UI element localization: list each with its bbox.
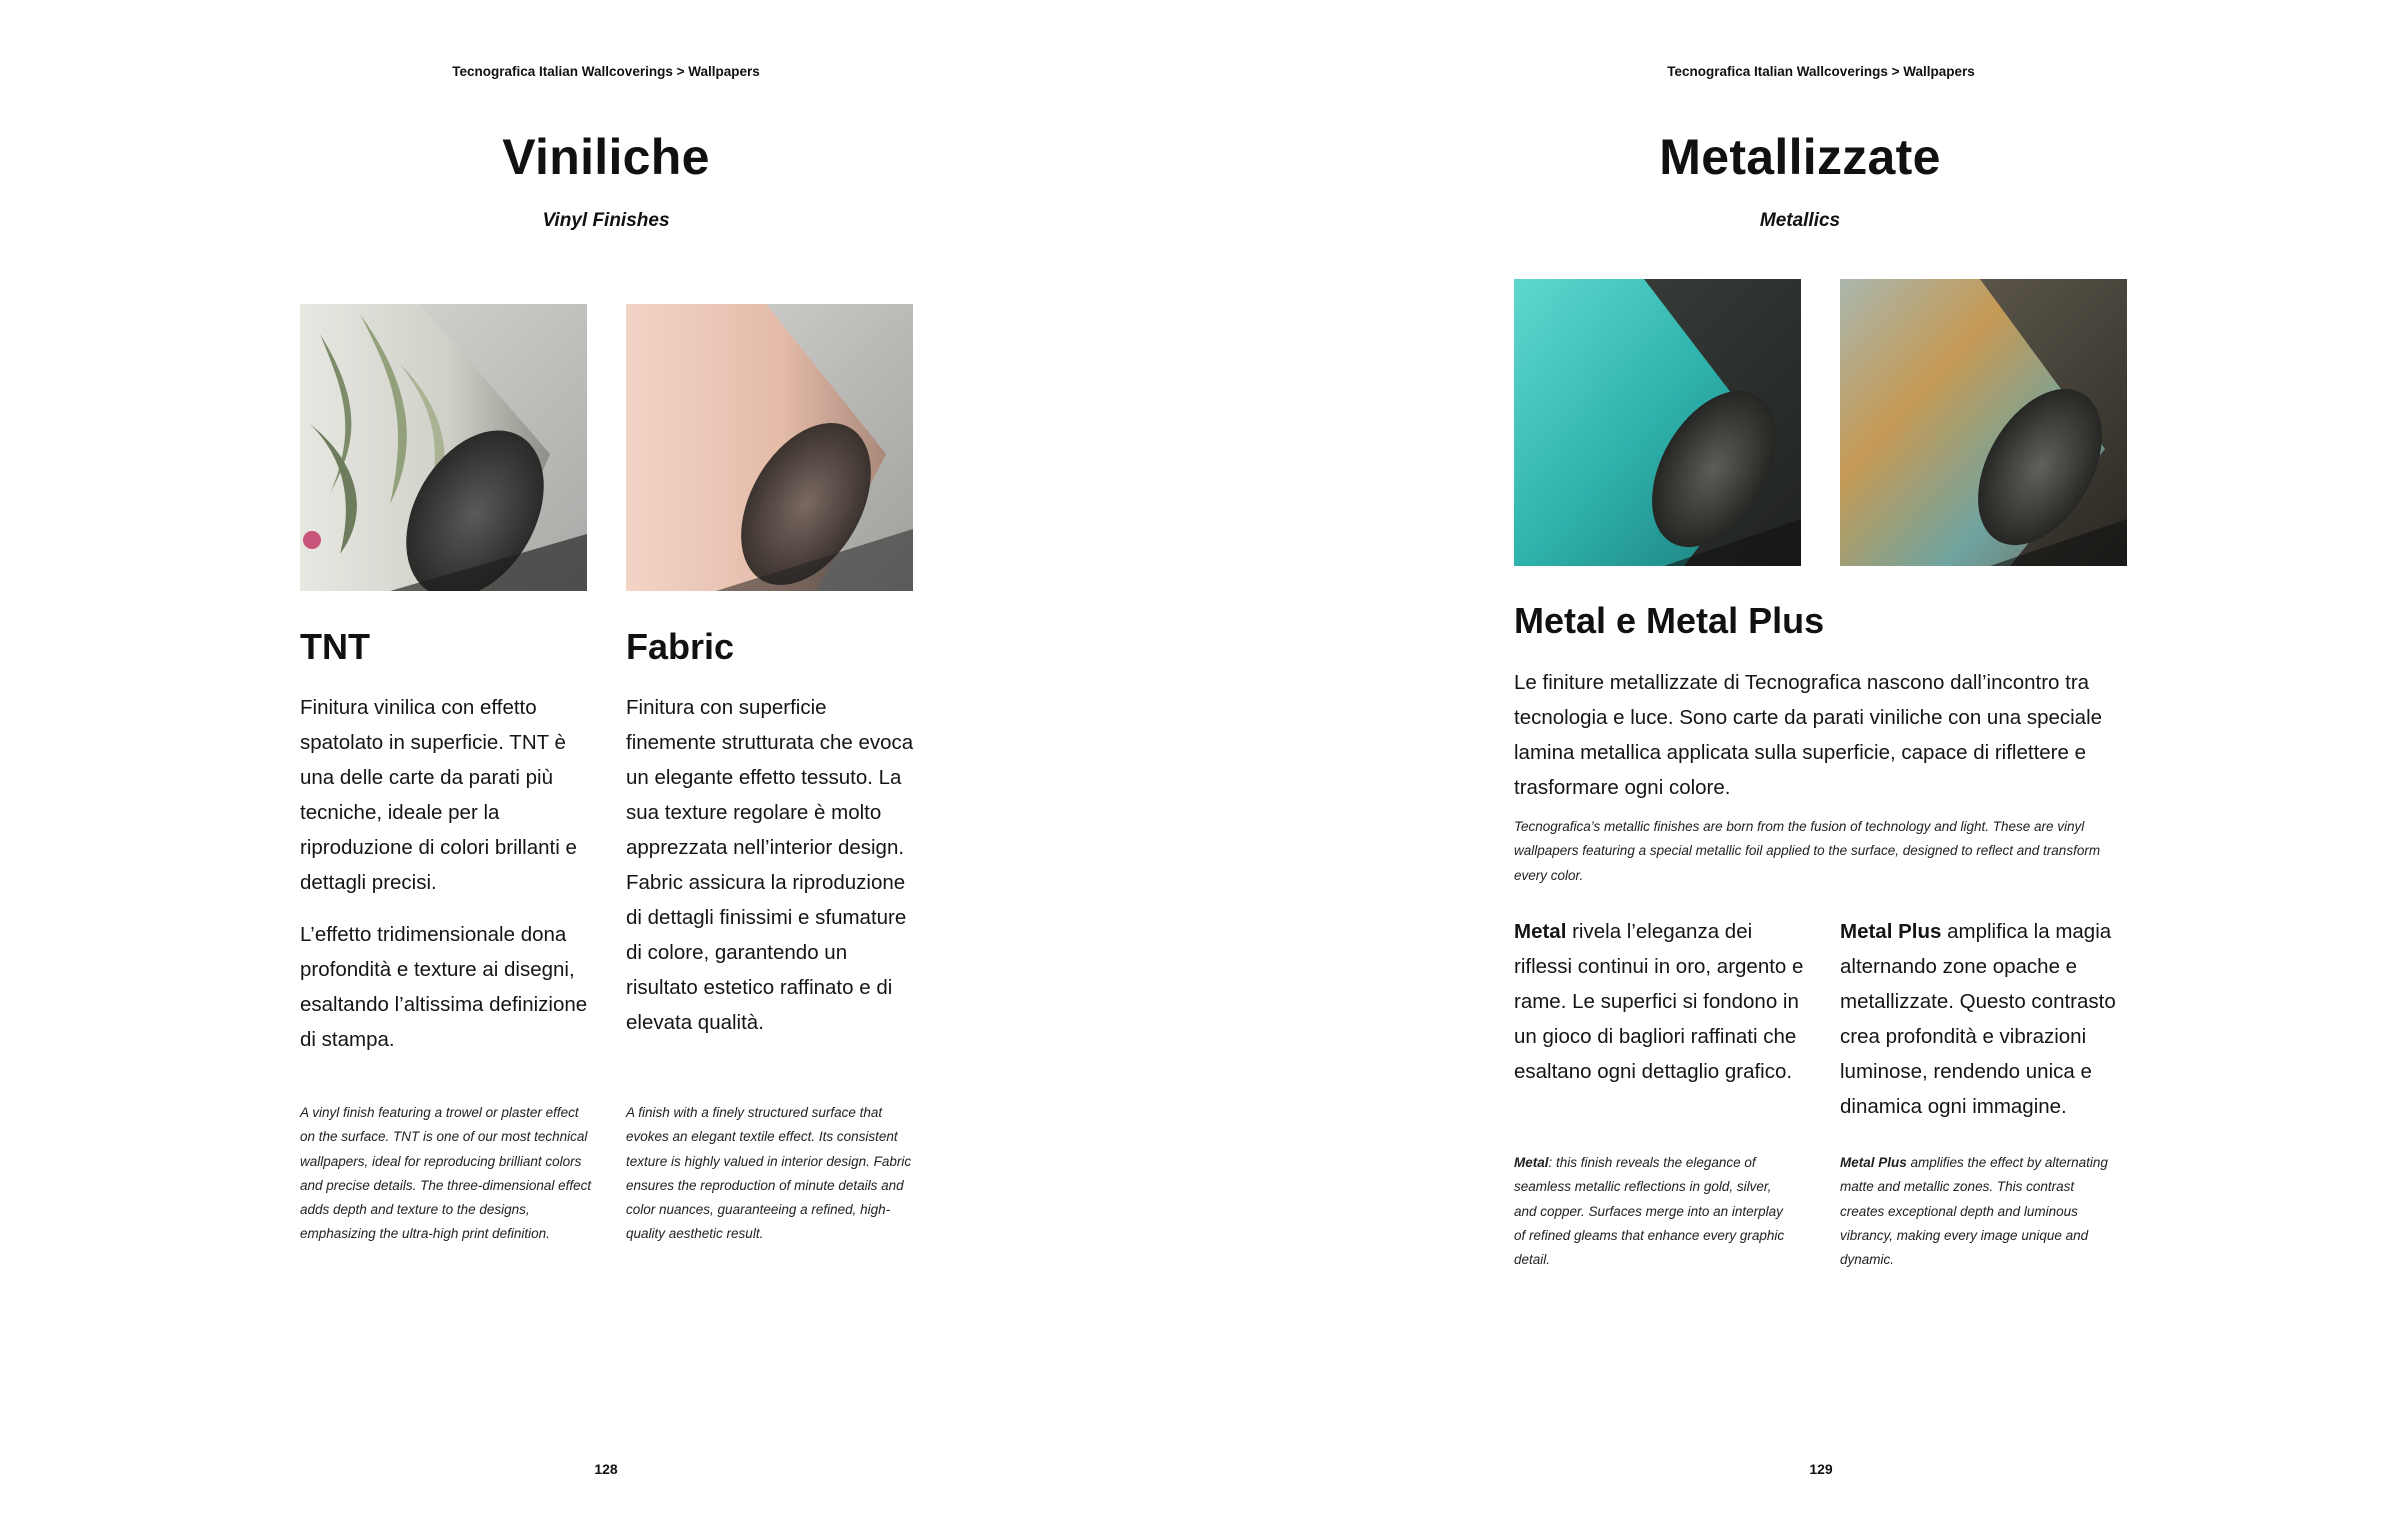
right-page: [1200, 0, 2400, 1528]
metal-plus-text: amplifica la magia alternando zone opache e metallizzate. Questo contrasto crea profondità e vibrazioni luminose, rendendo unica e dinamica ogni immagine.: [1840, 920, 2116, 1118]
metal-lead: Metal: [1514, 920, 1567, 943]
paragraph: A vinyl finish featuring a trowel or plaster effect on the surface. TNT is one of our most technical wallpapers, ideal for reproducing brilliant colors and precise details. The three-dimensional effect adds depth and texture to the designs, emphasizing the ultra-high print definition.: [300, 1105, 592, 1242]
page-subtitle: Metallics: [1759, 210, 1841, 231]
paragraph: Le finiture metallizzate di Tecnografica nascono dall’incontro tra tecnologia e luce. Sono carte da parati viniliche con una speciale lamina metallica applicata sulla superficie, capace di riflettere e trasformare ogni colore.: [1514, 671, 2103, 799]
paragraph: [1840, 1151, 2122, 1272]
page-subtitle: Vinyl Finishes: [542, 210, 670, 231]
metal-plus-description-en: [1840, 1151, 2122, 1272]
metal-plus-en-text: amplifies the effect by alternating matte and metallic zones. This contrast creates exceptional depth and luminous vibrancy, making every image unique and dynamic.: [1840, 1155, 2108, 1268]
metal-plus-sample-image: [1840, 279, 2127, 566]
paragraph: A finish with a finely structured surface that evokes an elegant textile effect. Its consistent texture is highly valued in interior design. Fabric ensures the reproduction of minute details and color nuances, guaranteeing a refined, high-quality aesthetic result.: [626, 1105, 912, 1242]
page-title: Metallizzate: [1659, 129, 1941, 185]
metal-description-it: [1514, 914, 1804, 1089]
page-title: Viniliche: [502, 129, 710, 185]
metal-sample-image: [1514, 279, 1801, 566]
page-number: 129: [1809, 1461, 1833, 1477]
tnt-description-en: [300, 1101, 592, 1247]
page-number: 128: [594, 1461, 618, 1477]
tnt-sample-image: [300, 304, 587, 591]
breadcrumb: Tecnografica Italian Wallcoverings > Wallpapers: [452, 64, 760, 79]
metal-en-text: : this finish reveals the elegance of seamless metallic reflections in gold, silver, and copper. Surfaces merge into an interplay of refined gleams that enhance every graphic detail.: [1514, 1155, 1785, 1268]
fabric-description-it: [626, 690, 918, 1040]
product-title-fabric: Fabric: [626, 626, 735, 667]
metal-plus-description-it: [1840, 914, 2130, 1124]
paragraph: Finitura con superficie finemente strutturata che evoca un elegante effetto tessuto. La sua texture regolare è molto apprezzata nell’interior design. Fabric assicura la riproduzione di dettagli finissimi e sfumature di colore, garantendo un risultato estetico raffinato e di elevata qualità.: [626, 696, 914, 1034]
fabric-sample-image: [626, 304, 913, 591]
fabric-description-en: [626, 1101, 918, 1247]
metal-en-lead: Metal: [1514, 1155, 1549, 1170]
section-title: Metal e Metal Plus: [1514, 600, 1825, 641]
product-title-tnt: TNT: [300, 626, 370, 667]
paragraph: Tecnografica’s metallic finishes are born from the fusion of technology and light. These are vinyl wallpapers featuring a special metallic foil applied to the surface, designed to reflect and transform every color.: [1514, 819, 2101, 883]
paragraph: [1514, 914, 1804, 1089]
paragraph: Finitura vinilica con effetto spatolato in superficie. TNT è una delle carte da parati più tecniche, ideale per la riproduzione di colori brillanti e dettagli precisi.: [300, 696, 577, 894]
metal-text: rivela l’eleganza dei riflessi continui in oro, argento e rame. Le superfici si fondono in un gioco di bagliori raffinati che esaltano ogni dettaglio grafico.: [1514, 920, 1804, 1083]
paragraph: [1840, 914, 2130, 1124]
paragraph: L’effetto tridimensionale dona profondità e texture ai disegni, esaltando l’altissima definizione di stampa.: [300, 923, 588, 1051]
tnt-description-it: [300, 690, 600, 1057]
metal-plus-lead: Metal Plus: [1840, 920, 1942, 943]
metal-description-en: [1514, 1151, 1796, 1272]
metal-plus-en-lead: Metal Plus: [1840, 1155, 1907, 1170]
breadcrumb: Tecnografica Italian Wallcoverings > Wallpapers: [1667, 64, 1975, 79]
intro-it: [1514, 665, 2134, 805]
paragraph: [1514, 1151, 1796, 1272]
intro-en: [1514, 815, 2132, 888]
